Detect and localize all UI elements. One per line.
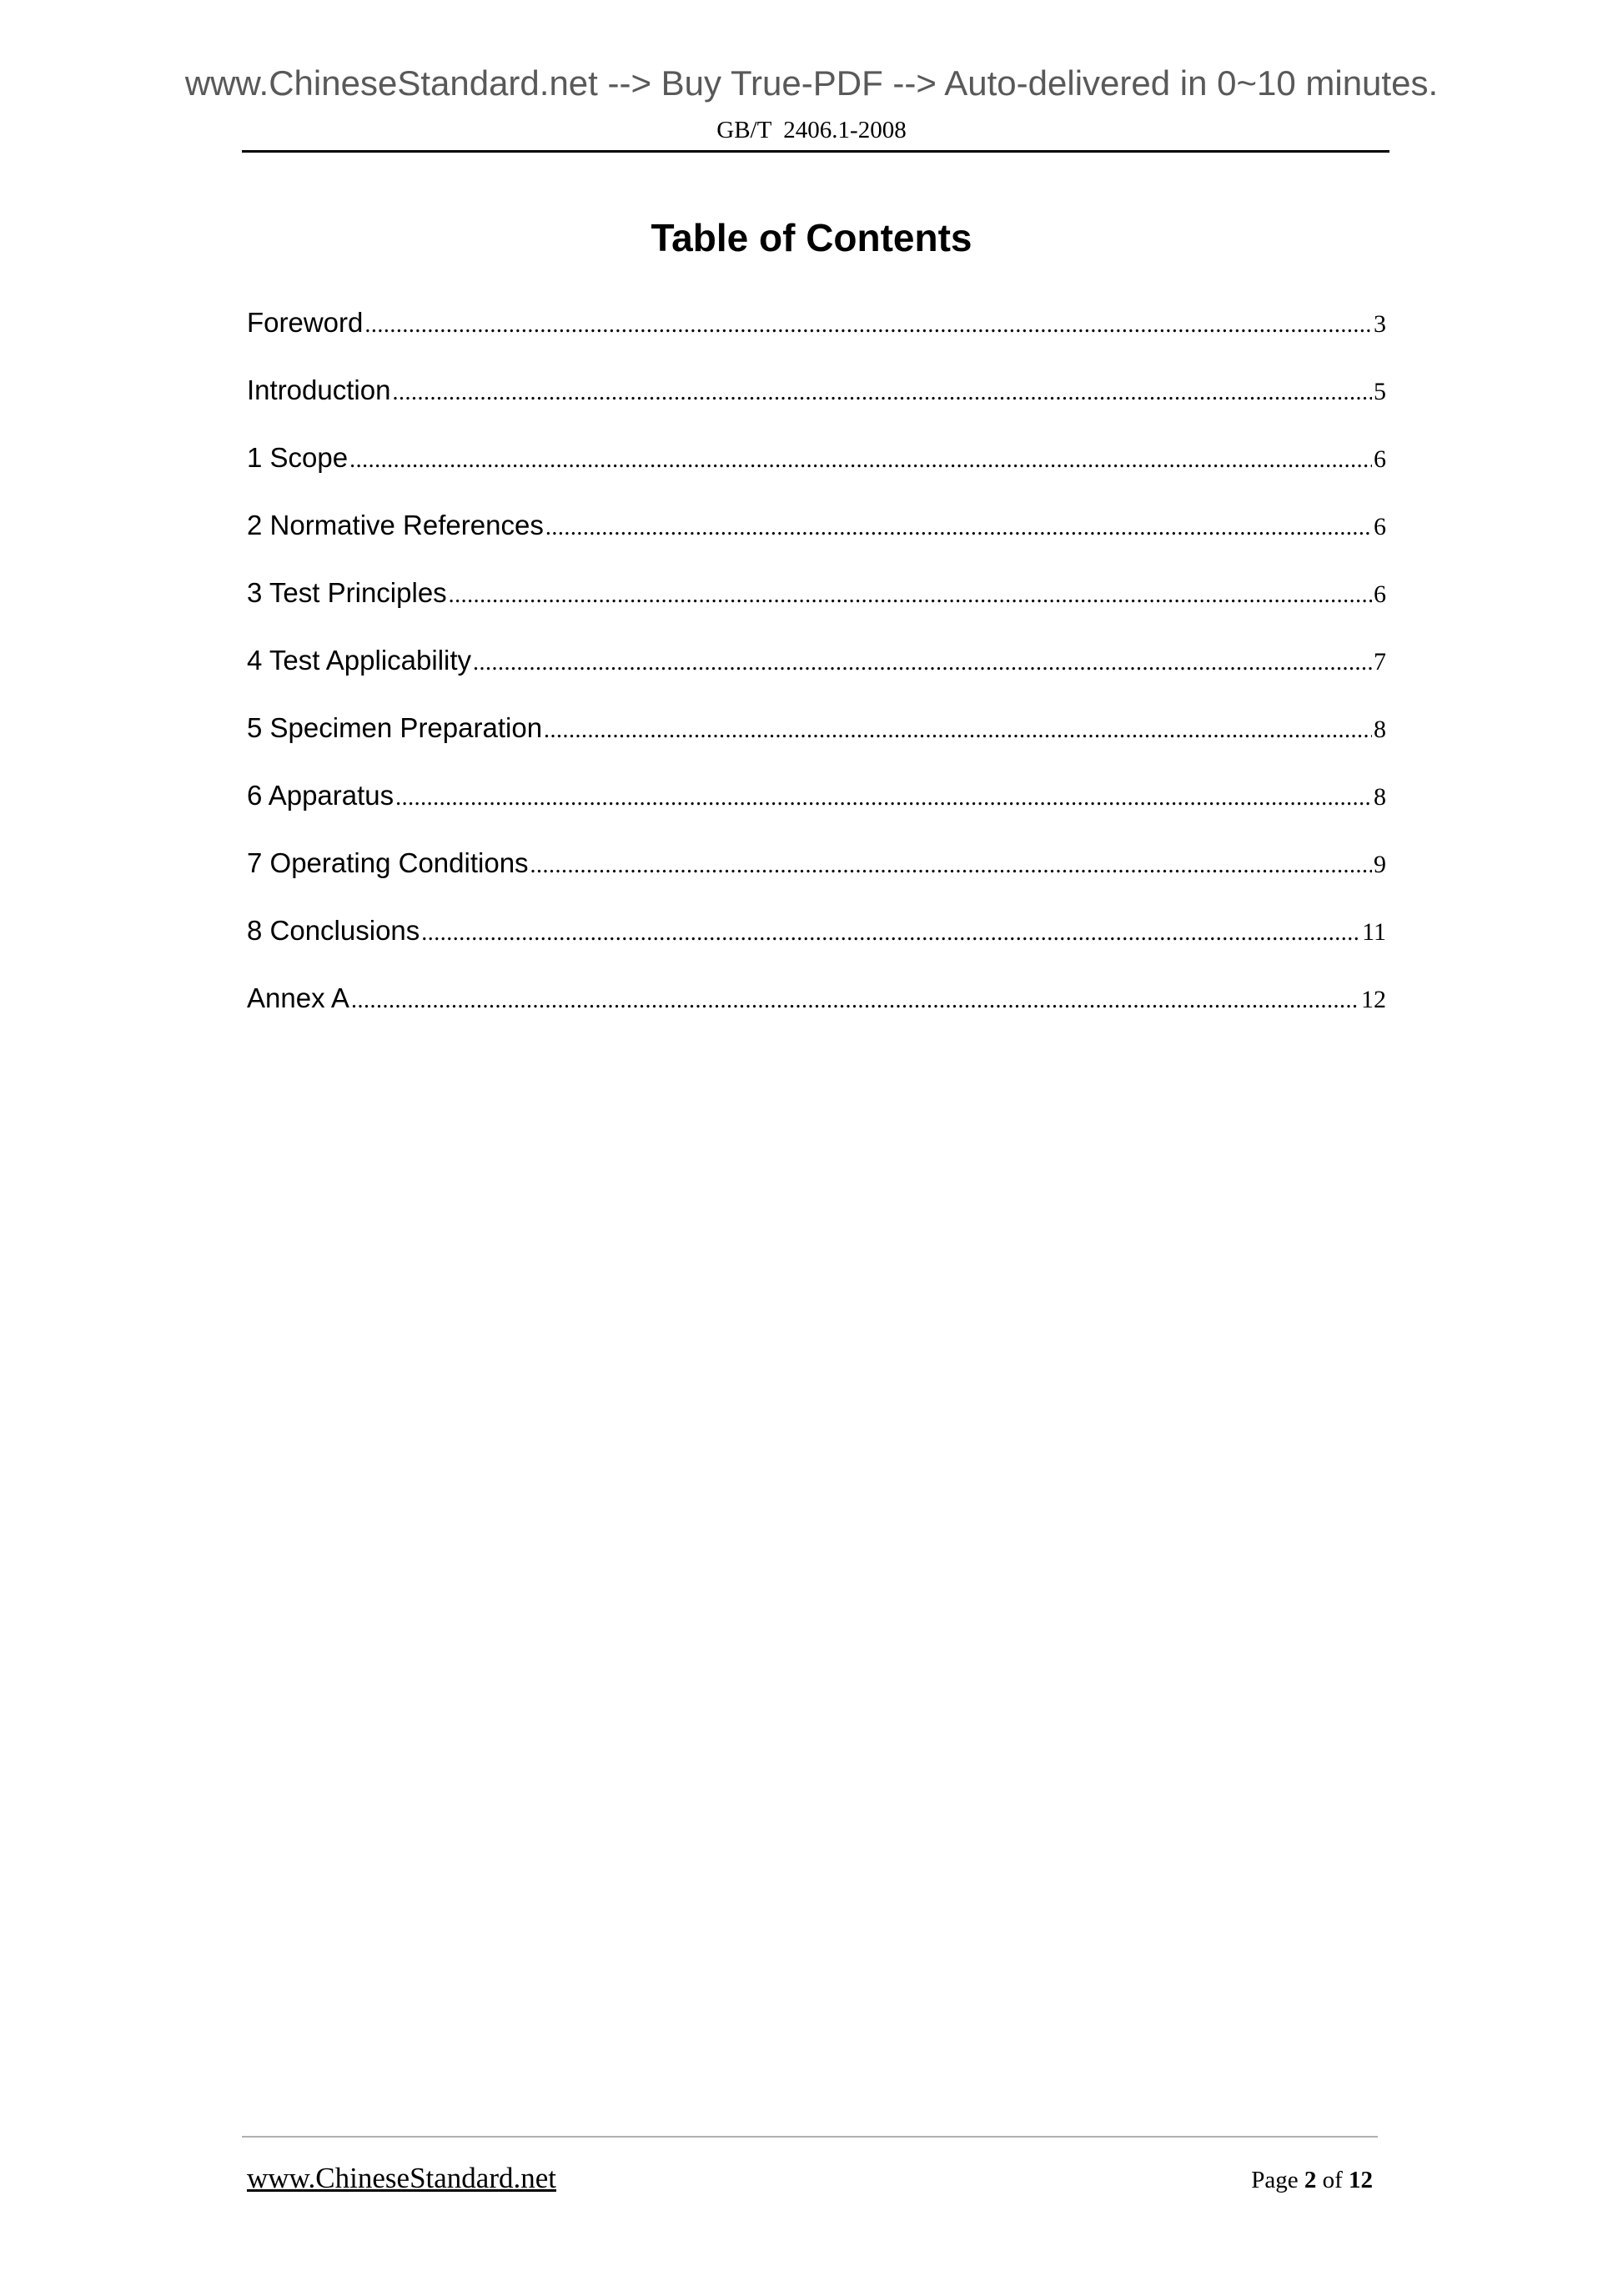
- toc-entry-page: 11: [1362, 918, 1386, 946]
- toc-entry-annex-a[interactable]: [247, 982, 1386, 1050]
- toc-entry-label: Introduction: [247, 374, 391, 405]
- toc-entry-page: 3: [1374, 310, 1386, 338]
- toc-entry-label: 5 Specimen Preparation: [247, 712, 543, 743]
- toc-dot-leader: [364, 312, 1372, 339]
- current-page: 2: [1304, 2167, 1317, 2193]
- toc-dot-leader: [449, 582, 1372, 609]
- toc-entry-normative-references[interactable]: [247, 510, 1386, 577]
- toc-list: [247, 307, 1386, 1050]
- toc-entry-label: Foreword: [247, 307, 364, 338]
- toc-entry-page: 6: [1374, 580, 1386, 608]
- toc-entry-label: Annex A: [247, 982, 349, 1013]
- toc-entry-apparatus[interactable]: [247, 780, 1386, 847]
- toc-entry-introduction[interactable]: [247, 374, 1386, 442]
- toc-dot-leader: [545, 515, 1372, 541]
- toc-dot-leader: [392, 379, 1372, 406]
- toc-dot-leader: [473, 650, 1372, 676]
- toc-entry-conclusions[interactable]: [247, 915, 1386, 982]
- toc-entry-page: 6: [1374, 513, 1386, 540]
- toc-entry-operating-conditions[interactable]: [247, 847, 1386, 915]
- toc-entry-page: 9: [1374, 851, 1386, 878]
- toc-entry-test-principles[interactable]: [247, 577, 1386, 645]
- of-word: of: [1322, 2167, 1343, 2193]
- toc-entry-label: 3 Test Principles: [247, 577, 447, 608]
- toc-title: Table of Contents: [651, 216, 972, 259]
- toc-entry-specimen-preparation[interactable]: [247, 712, 1386, 780]
- toc-entry-label: 8 Conclusions: [247, 915, 420, 946]
- toc-dot-leader: [421, 920, 1360, 947]
- page-word: Page: [1251, 2167, 1299, 2193]
- toc-dot-leader: [530, 852, 1372, 879]
- toc-entry-label: 2 Normative References: [247, 510, 544, 540]
- toc-entry-page: 8: [1374, 783, 1386, 811]
- header-divider: [242, 150, 1389, 153]
- total-pages: 12: [1349, 2167, 1373, 2193]
- toc-dot-leader: [349, 447, 1372, 474]
- toc-entry-scope[interactable]: [247, 442, 1386, 510]
- toc-entry-page: 8: [1374, 716, 1386, 743]
- toc-entry-label: 6 Apparatus: [247, 780, 394, 811]
- toc-entry-label: 7 Operating Conditions: [247, 847, 529, 878]
- top-banner: www.ChineseStandard.net --> Buy True-PDF --> Auto-delivered in 0~10 minutes.: [184, 63, 1439, 103]
- footer-site-link[interactable]: www.ChineseStandard.net: [247, 2162, 556, 2194]
- toc-entry-test-applicability[interactable]: [247, 645, 1386, 712]
- toc-dot-leader: [544, 717, 1372, 744]
- toc-entry-page: 5: [1374, 378, 1386, 405]
- standard-code: GB/T 2406.1-2008: [716, 117, 907, 143]
- footer-divider: [242, 2136, 1378, 2138]
- toc-dot-leader: [351, 987, 1359, 1014]
- toc-entry-foreword[interactable]: [247, 307, 1386, 374]
- page-number: [1251, 2167, 1373, 2194]
- toc-entry-label: 4 Test Applicability: [247, 645, 472, 676]
- toc-entry-page: 7: [1374, 648, 1386, 676]
- toc-entry-label: 1 Scope: [247, 442, 349, 473]
- toc-dot-leader: [395, 785, 1372, 811]
- toc-entry-page: 6: [1374, 445, 1386, 473]
- toc-entry-page: 12: [1361, 986, 1386, 1013]
